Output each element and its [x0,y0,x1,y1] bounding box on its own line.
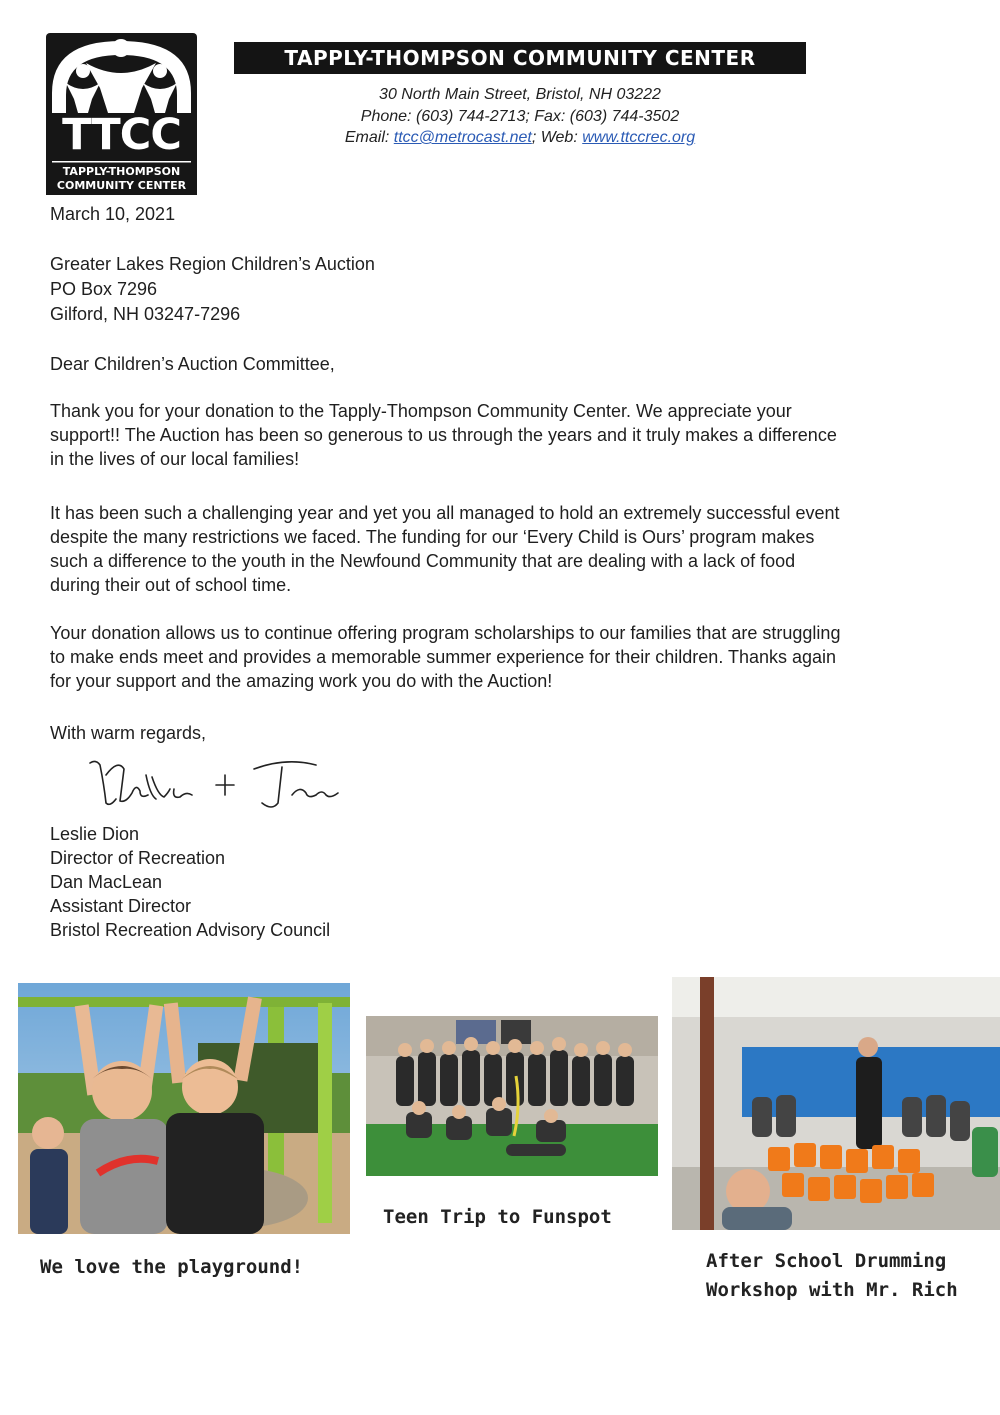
email-link[interactable]: ttcc@metrocast.net [393,129,532,146]
header-address: 30 North Main Street, Bristol, NH 03222 [379,86,661,103]
funspot-photo [366,1016,658,1176]
drumming-photo [672,977,1000,1230]
recipient-line: Greater Lakes Region Children’s Auction [50,254,375,274]
logo-subtitle-line1: TAPPLY-THOMPSON [62,165,181,178]
handwritten-signature [86,755,356,825]
signer-line: Assistant Director [50,896,192,916]
recipient-line: PO Box 7296 [50,279,158,299]
paragraph-line: support!! The Auction has been so generous to us through the years and it truly makes a difference [50,425,837,445]
header-banner: TAPPLY-THOMPSON COMMUNITY CENTER [234,42,806,74]
paragraph-line: Your donation allows us to continue offering program scholarships to our families that are struggling [50,623,841,643]
paragraph-2 [50,501,970,597]
paragraph-1 [50,399,970,471]
logo-ttcc-text: TTCC [62,110,181,160]
signer-line: Leslie Dion [50,824,140,844]
recipient-line: Gilford, NH 03247-7296 [50,304,241,324]
paragraph-line: for your support and the amazing work you do with the Auction! [50,671,553,691]
logo-subtitle-line2: COMMUNITY CENTER [56,179,187,192]
paragraph-line: during their out of school time. [50,575,292,595]
drumming-caption-line1: After School Drumming [706,1250,947,1272]
signer-line: Bristol Recreation Advisory Council [50,920,331,940]
funspot-caption: Teen Trip to Funspot [383,1206,612,1228]
letter-date: March 10, 2021 [50,204,176,224]
signer-line: Dan MacLean [50,872,163,892]
email-label: Email: [344,129,394,146]
header-contact [234,127,806,149]
paragraph-line: such a difference to the youth in the Newfound Community that are dealing with a lack of food [50,551,796,571]
signer-line: Director of Recreation [50,848,226,868]
playground-photo [18,983,350,1234]
paragraph-line: despite the many restrictions we faced. The funding for our ‘Every Child is Ours’ program makes [50,527,815,547]
playground-caption: We love the playground! [40,1256,304,1278]
paragraph-line: in the lives of our local families! [50,449,300,469]
header-phone-fax: Phone: (603) 744-2713; Fax: (603) 744-3502 [360,108,680,125]
ttcc-logo [46,33,197,195]
web-label: ; Web: [531,129,583,146]
drumming-caption-line2: Workshop with Mr. Rich [706,1279,958,1301]
salutation: Dear Children’s Auction Committee, [50,354,335,374]
paragraph-line: It has been such a challenging year and yet you all managed to hold an extremely successful event [50,503,840,523]
paragraph-line: to make ends meet and provides a memorable summer experience for their children. Thanks again [50,647,837,667]
paragraph-3 [50,621,970,693]
closing: With warm regards, [50,723,207,743]
paragraph-line: Thank you for your donation to the Tapply-Thompson Community Center. We appreciate your [50,401,792,421]
web-link[interactable]: www.ttccrec.org [582,129,696,146]
